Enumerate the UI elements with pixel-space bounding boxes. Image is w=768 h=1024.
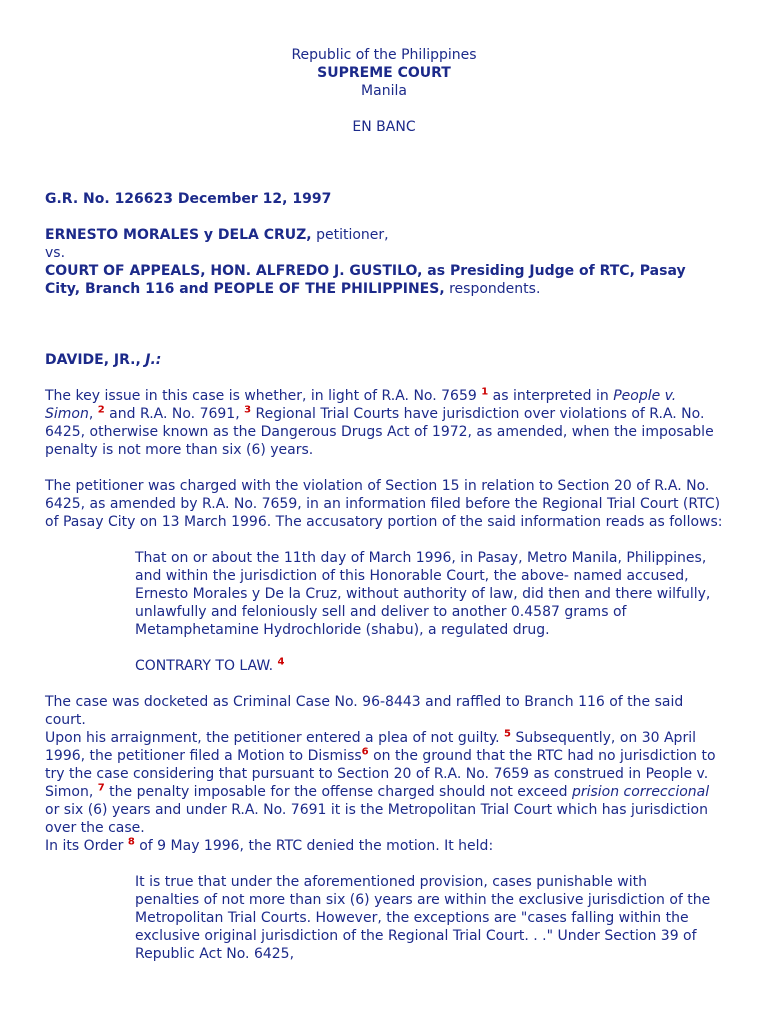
- court-header: [0, 46, 768, 136]
- case-number: G.R. No. 126623 December 12, 1997: [45, 191, 332, 207]
- versus: vs.: [45, 245, 66, 261]
- petitioner-name: ERNESTO MORALES y DELA CRUZ,: [45, 227, 312, 243]
- block-quote: It is true that under the aforementioned provision, cases punishable with penalties of not more than six (6) years are within the exclusive jurisdiction of the Metropolitan Trial Courts. However, the exceptions are "cases falling within the exclusive original jurisdiction of the Regional Trial Court. . ." Under Section 39 of Republic Act No. 6425,: [135, 874, 711, 962]
- case-parties: [45, 226, 725, 298]
- footnote-link[interactable]: 3: [244, 404, 252, 416]
- footnote-link[interactable]: 5: [504, 728, 512, 740]
- footnote-link[interactable]: 6: [361, 746, 369, 758]
- division-line: EN BANC: [352, 119, 416, 135]
- ponente: [45, 351, 725, 369]
- ponente-title: J.:: [145, 352, 162, 368]
- paragraph: The key issue in this case is whether, in light of R.A. No. 7659 $^1$ as interpreted in People v. Simon, $^2$ and R.A. No. 7691, $^3$ Regional Trial Courts have jurisdiction over violations of R.A. No. 6425, otherwise known as the Dangerous Drugs Act of 1972, as amended, when the imposable penalty is not more than six (6) years.: [45, 386, 714, 458]
- paragraph: In its Order $^8$ of 9 May 1996, the RTC denied the motion. It held:: [45, 836, 494, 854]
- block-quote: That on or about the 11th day of March 1996, in Pasay, Metro Manila, Philippines, and within the jurisdiction of this Honorable Court, the above- named accused, Ernesto Morales y De la Cruz, without authority of law, did then and there wilfully, unlawfully and feloniously sell and deliver to another 0.4587 grams of Metamphetamine Hydrochloride (shabu), a regulated drug.: [135, 550, 711, 638]
- paragraph: Upon his arraignment, the petitioner entered a plea of not guilty. $^5$ Subsequently, on 30 April 1996, the petitioner filed a Motion to Dismiss$^6$ on the ground that the RTC had no jurisdiction to try the case considering that pursuant to Section 20 of R.A. No. 7659 as construed in People v. Simon, $^7$ the penalty imposable for the offense charged should not exceed prision correccional or six (6) years and under R.A. No. 7691 it is the Metropolitan Trial Court which has jurisdiction over the case.: [45, 728, 716, 836]
- ponente-name: DAVIDE, JR.,: [45, 352, 141, 368]
- footnote-link[interactable]: 2: [97, 404, 105, 416]
- respondents-role: respondents.: [444, 281, 541, 297]
- paragraph: The case was docketed as Criminal Case No. 96-8443 and raffled to Branch 116 of the said court.: [45, 694, 684, 728]
- city-line: Manila: [361, 83, 407, 99]
- paragraph: The petitioner was charged with the violation of Section 15 in relation to Section 20 of R.A. No. 6425, as amended by R.A. No. 7659, in an information filed before the Regional Trial Court (RTC) of Pasay City on 13 March 1996. The accusatory portion of the said information reads as follows:: [45, 478, 723, 530]
- petitioner-role: petitioner,: [311, 227, 389, 243]
- footnote-link[interactable]: 7: [97, 782, 105, 794]
- republic-line: Republic of the Philippines: [291, 47, 477, 63]
- footnote-link[interactable]: 8: [127, 836, 135, 848]
- footnote-link[interactable]: 1: [481, 386, 489, 398]
- footnote-link[interactable]: 4: [277, 656, 285, 668]
- block-quote: CONTRARY TO LAW. $^4$: [135, 656, 285, 674]
- respondents-names: COURT OF APPEALS, HON. ALFREDO J. GUSTILO, as Presiding Judge of RTC, Pasay City, Branch 116 and PEOPLE OF THE PHILIPPINES,: [45, 263, 686, 297]
- court-name: SUPREME COURT: [317, 65, 451, 81]
